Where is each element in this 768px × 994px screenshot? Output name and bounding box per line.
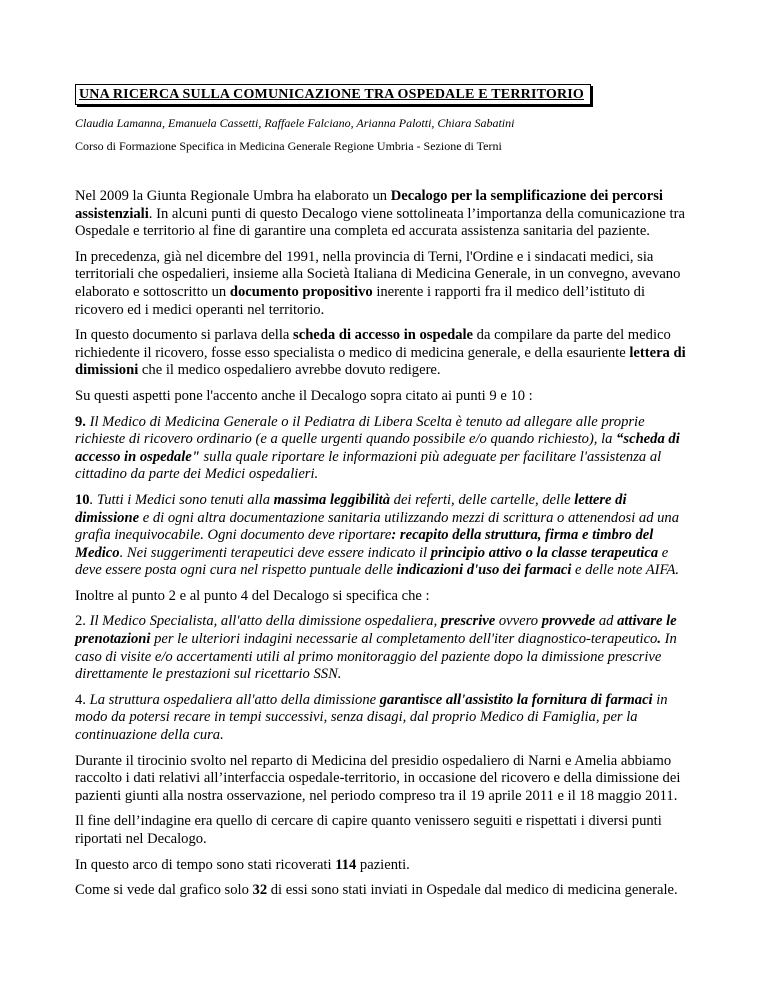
point-number: 2. <box>75 613 86 630</box>
document-title: UNA RICERCA SULLA COMUNICAZIONE TRA OSPEDALE E TERRITORIO <box>75 84 591 105</box>
paragraph-scheda: In questo documento si parlava della scheda di accesso in ospedale da compilare da parte del medico richiedente il ricovero, fosse esso specialista o medico di medicina generale, e della esauriente lettera di dimissioni che il medico ospedaliero avrebbe dovuto redigere. <box>75 327 686 379</box>
count-ricoverati: 114 <box>335 856 357 873</box>
point-10: 10. Tutti i Medici sono tenuti alla massima leggibilità dei referti, delle cartelle, delle lettere di dimissione e di ogni altra documentazione sanitaria utilizzando mezzi di scrittura o attenendosi ad una grafia inequivocabile. Ogni documento deve riportare: recapito della struttura, firma e timbro del Medico. Nei suggerimenti terapeutici deve essere indicato il principio attivo o la classe terapeutica e deve essere posta ogni cura nel rispetto puntuale delle indicazioni d'uso dei farmaci e delle note AIFA. <box>75 491 680 579</box>
paragraph-points-intro: Su questi aspetti pone l'accento anche il Decalogo sopra citato ai punti 9 e 10 : <box>75 387 533 404</box>
highlight-lettera: lettera di dimissioni <box>75 344 686 379</box>
paragraph-ricoverati: In questo arco di tempo sono stati ricoverati 114 pazienti. <box>75 856 410 873</box>
point-number: 9. <box>75 413 86 430</box>
document-page <box>75 84 687 908</box>
paragraph-tirocinio: Durante il tirocinio svolto nel reparto di Medicina del presidio ospedaliero di Narni e Amelia abbiamo raccolto i dati relativi all’interfaccia ospedale-territorio, in occasione del ricovero e della dimissione dei pazienti giunti alla nostra osservazione, nel periodo compreso tra il 19 aprile 2011 e il 18 maggio 2011. <box>75 752 681 804</box>
document-body <box>75 188 687 900</box>
highlight-scheda: scheda di accesso in ospedale <box>293 327 474 344</box>
count-inviati: 32 <box>252 882 268 899</box>
point-2: 2. Il Medico Specialista, all'atto della dimissione ospedaliera, prescrive ovvero provvede ad attivare le prenotazioni per le ulteriori indagini necessarie al completamento dell'iter diagnostico-terapeutico. In caso di visite e/o accertamenti utili al primo monitoraggio del paziente dopo la dimissione prescrive direttamente le prestazioni sul ricettario SSN. <box>75 613 677 683</box>
point-4: 4. La struttura ospedaliera all'atto della dimissione garantisce all'assistito la fornitura di farmaci in modo da potersi recare in tempi successivi, senza disagi, dal proprio Medico di Famiglia, per la continuazione della cura. <box>75 691 668 744</box>
paragraph-history: In precedenza, già nel dicembre del 1991, nella provincia di Terni, l'Ordine e i sindacati medici, sia territoriali che ospedalieri, insieme alla Società Italiana di Medicina Generale, in un convegno, avevano elaborato e sottoscritto un documento propositivo inerente i rapporti fra il medico dell’istituto di ricovero ed i medici operanti nel territorio. <box>75 248 681 318</box>
point-number: 4. <box>75 691 86 708</box>
paragraph-points-2-4-intro: Inoltre al punto 2 e al punto 4 del Decalogo si specifica che : <box>75 587 430 604</box>
paragraph-fine-indagine: Il fine dell’indagine era quello di cercare di capire quanto venissero seguiti e rispettati i diversi punti riportati nel Decalogo. <box>75 813 662 847</box>
point-9: 9. Il Medico di Medicina Generale o il Pediatra di Libera Scelta è tenuto ad allegare alle proprie richieste di ricovero ordinario (e a quelle urgenti quando possibile e/o quando richiesto), la “scheda di accesso in ospedale" sulla quale riportare le informazioni più adeguate per facilitare l'assistenza al cittadino da parte dei Medici ospedalieri. <box>75 413 680 483</box>
course-line: Corso di Formazione Specifica in Medicina Generale Regione Umbria - Sezione di Terni <box>75 139 502 153</box>
paragraph-grafico: Come si vede dal grafico solo 32 di essi sono stati inviati in Ospedale dal medico di medicina generale. <box>75 882 678 899</box>
highlight-decalogo: Decalogo per la semplificazione dei percorsi assistenziali <box>75 188 663 222</box>
paragraph-intro: Nel 2009 la Giunta Regionale Umbra ha elaborato un Decalogo per la semplificazione dei percorsi assistenziali. In alcuni punti di questo Decalogo viene sottolineata l’importanza della comunicazione tra Ospedale e territorio al fine di garantire una completa ed accurata assistenza sanitaria del paziente. <box>75 188 685 240</box>
highlight-documento: documento propositivo <box>229 283 373 300</box>
point-number: 10 <box>75 491 90 508</box>
authors-line: Claudia Lamanna, Emanuela Cassetti, Raffaele Falciano, Arianna Palotti, Chiara Sabatini <box>75 116 515 130</box>
